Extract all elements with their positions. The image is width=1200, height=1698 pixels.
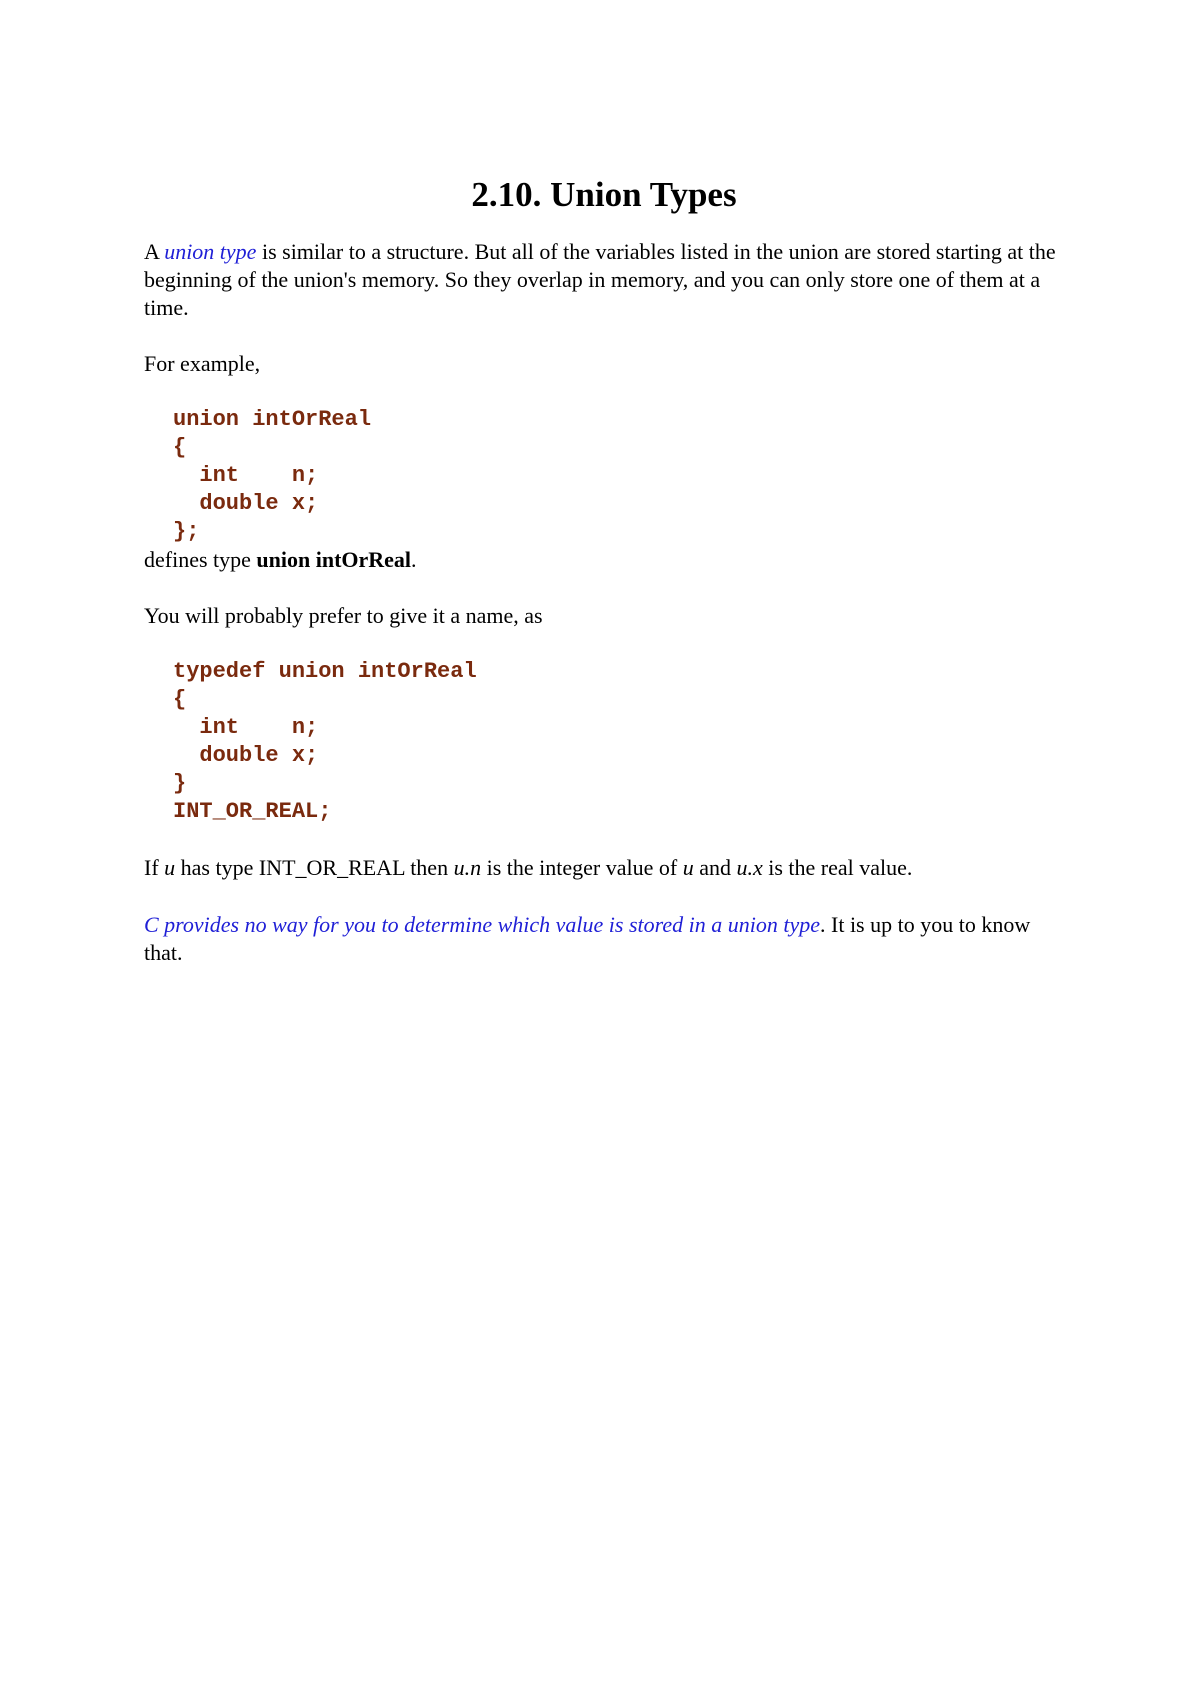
term-union-type: union type (164, 239, 257, 264)
para5-text: is the real value. (762, 855, 913, 880)
para5-text: is the integer value of (481, 855, 683, 880)
para5-text: If (144, 855, 165, 880)
para5-text: and (693, 855, 737, 880)
para1-before: A (144, 239, 165, 264)
paragraph-usage (144, 854, 1064, 882)
para3-before: defines type (144, 547, 257, 572)
para3-after: . (411, 547, 417, 572)
code-line: }; (173, 519, 200, 544)
code-line: INT_OR_REAL; (173, 799, 332, 824)
paragraph-union-definition (144, 238, 1064, 322)
code-line: int n; (173, 463, 319, 488)
code-line: typedef union intOrReal (173, 659, 477, 684)
variable-u-n: u.n (453, 855, 482, 880)
code-line: } (173, 771, 187, 796)
para5-text: has type INT_OR_REAL then (175, 855, 454, 880)
para1-after: is similar to a structure. But all of the variables listed in the union are stored starting at the beginning of the union's memory. So they overlap in memory, and you can only store one of them at a time. (144, 239, 1056, 320)
paragraph-defines-type (144, 546, 1064, 574)
code-line: { (173, 435, 187, 460)
code-line: double x; (173, 743, 319, 768)
paragraph-for-example: For example, (144, 351, 261, 376)
variable-u: u (682, 855, 694, 880)
para6-after: . It is up to you to know that. (144, 912, 1031, 965)
code-line: { (173, 687, 187, 712)
code-line: union intOrReal (173, 407, 372, 432)
document-content (144, 168, 1064, 967)
code-block-union (144, 406, 1064, 546)
code-block-typedef (144, 658, 1064, 826)
code-line: int n; (173, 715, 319, 740)
type-name-strong: union intOrReal (256, 547, 412, 572)
variable-u-x: u.x (736, 855, 763, 880)
warning-emphasis: C provides no way for you to determine which value is stored in a union type (144, 912, 820, 937)
paragraph-give-name: You will probably prefer to give it a name, as (144, 603, 543, 628)
variable-u: u (164, 855, 176, 880)
paragraph-warning (144, 911, 1064, 967)
code-line: double x; (173, 491, 319, 516)
section-title: 2.10. Union Types (471, 175, 737, 214)
